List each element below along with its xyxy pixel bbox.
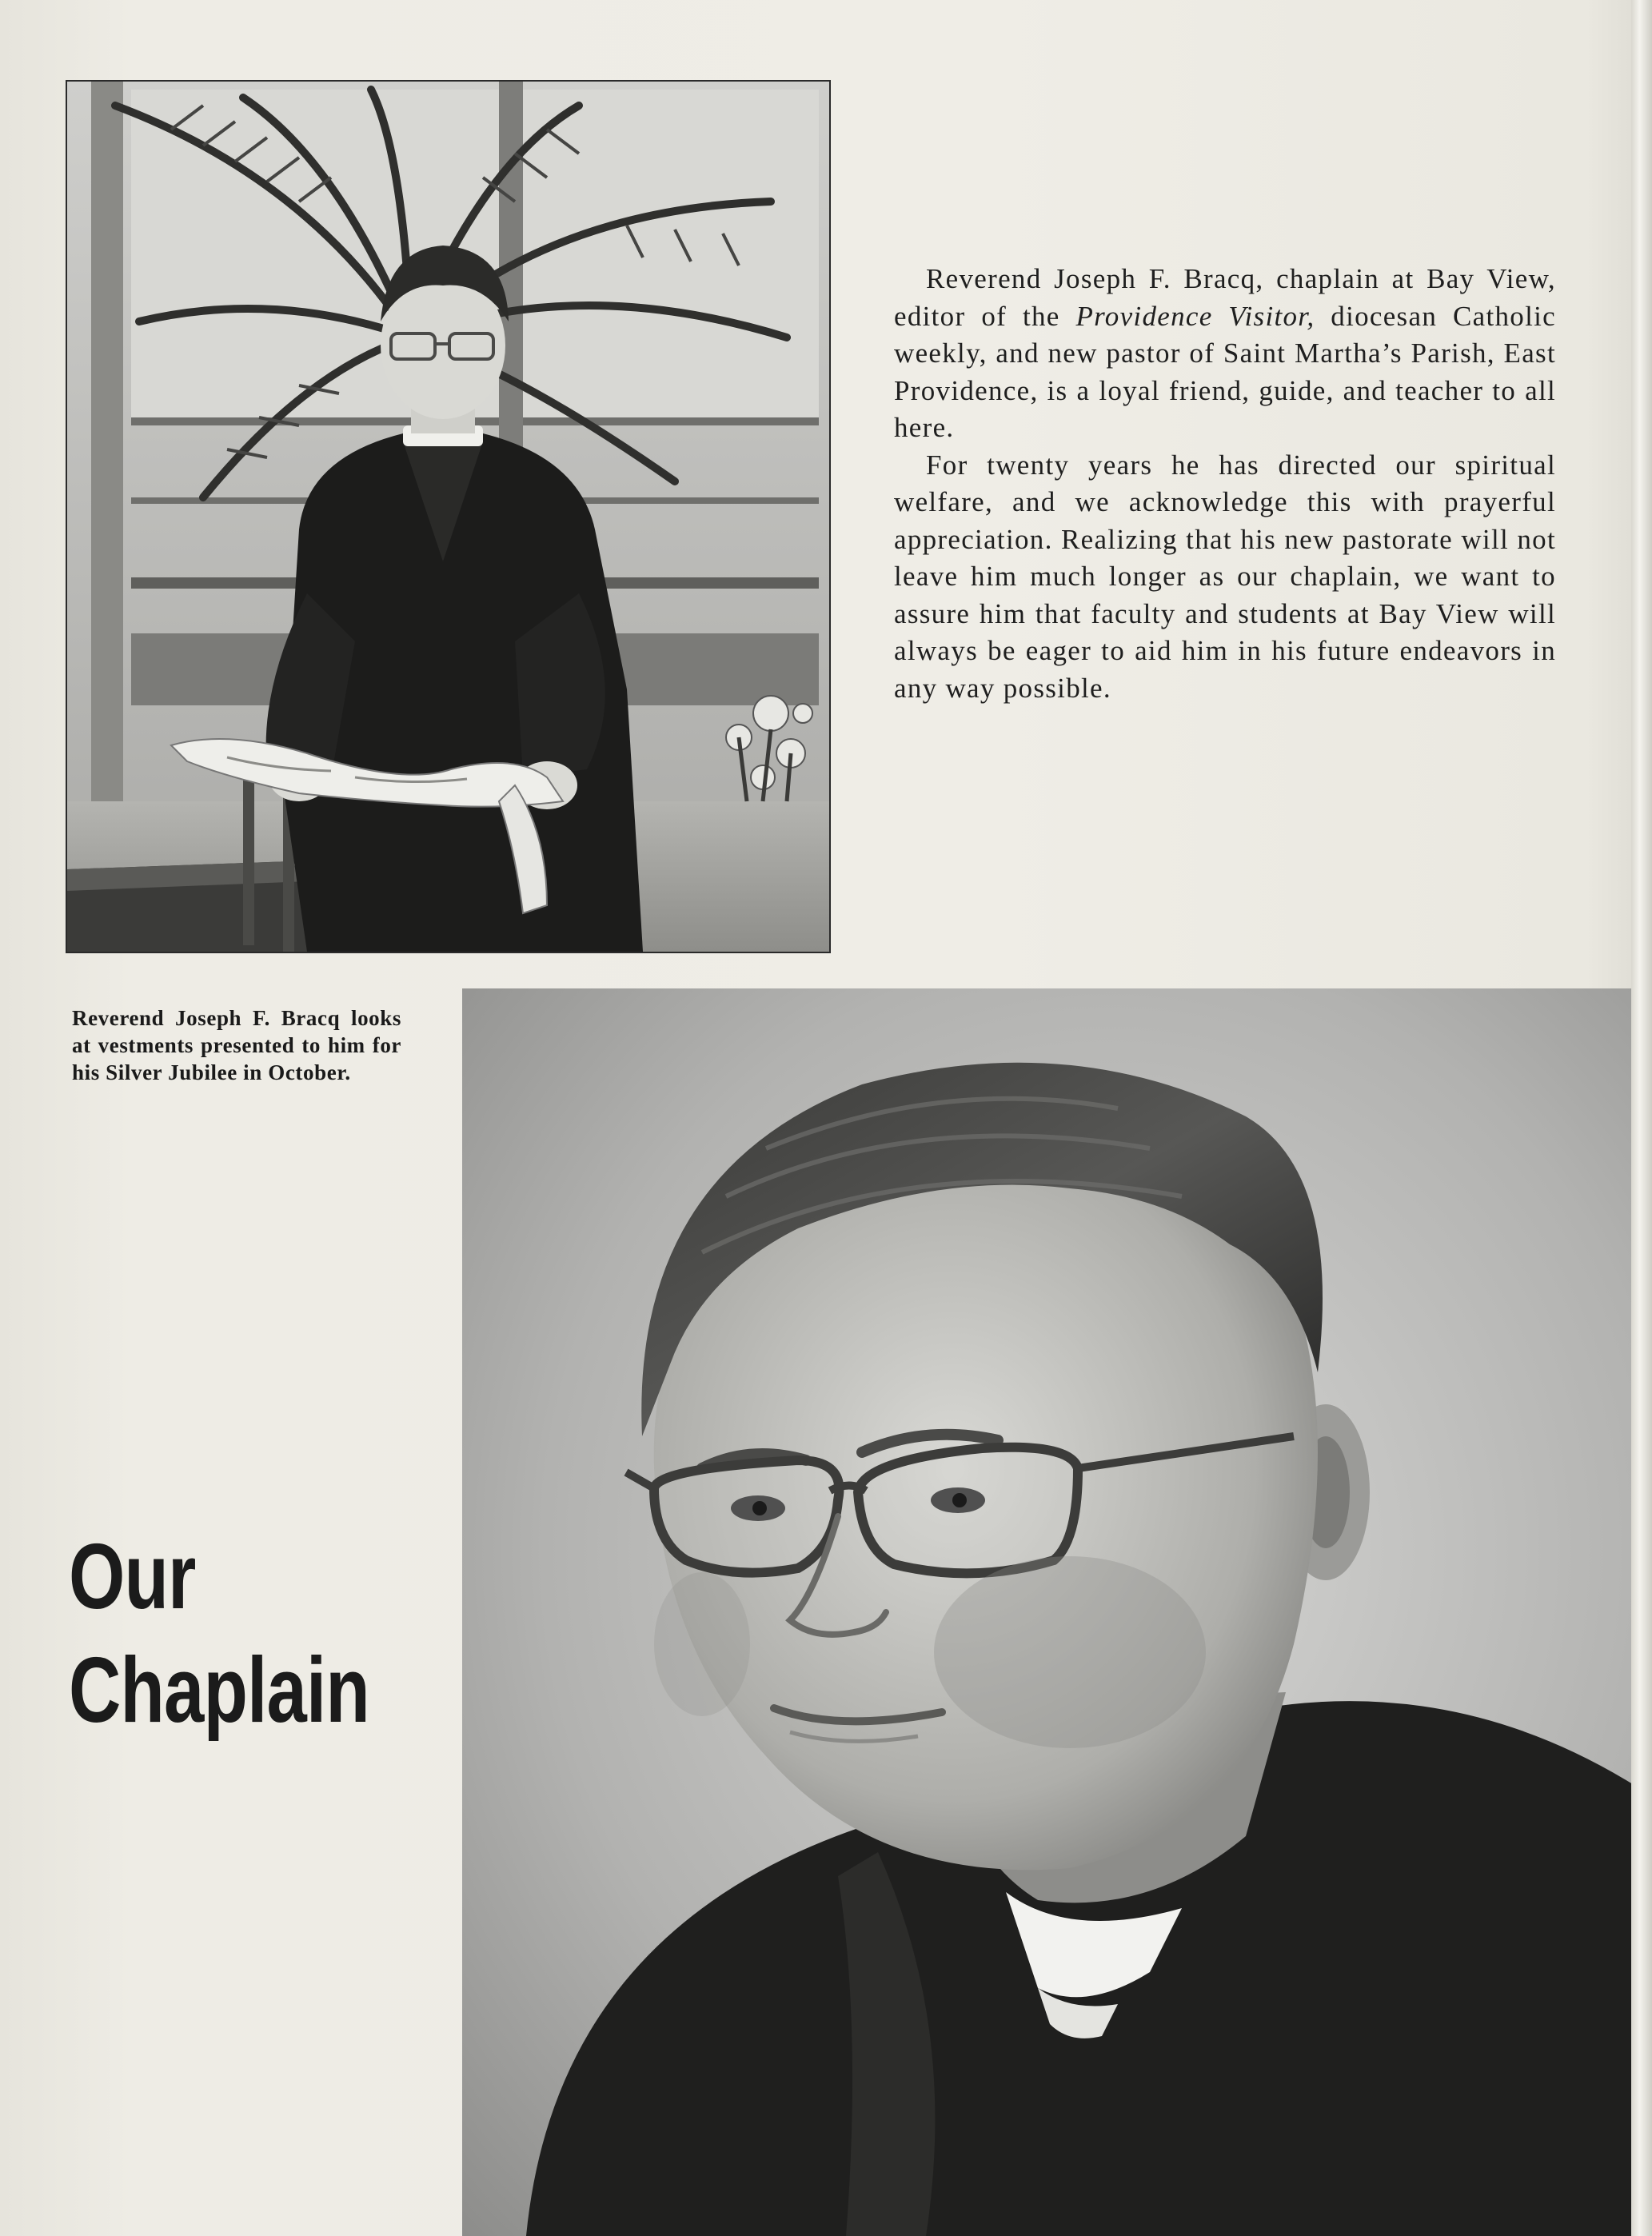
photo-chaplain-portrait bbox=[462, 988, 1639, 2236]
headline-line-2: Chaplain bbox=[69, 1638, 369, 1742]
paragraph-1-text-end: diocesan Catholic weekly, and new pastor of Saint Martha’s Parish, East Providence, is a loyal friend, guide, and teacher to all here. bbox=[894, 300, 1556, 443]
page-headline bbox=[69, 1519, 369, 1747]
page-binding-edge bbox=[1631, 0, 1652, 2236]
article-paragraph-1 bbox=[894, 261, 1556, 447]
photo-caption: Reverend Joseph F. Bracq looks at vestments presented to him for his Silver Jubilee in October. bbox=[72, 1006, 401, 1084]
article-paragraph-2: For twenty years he has directed our spiritual welfare, and we acknowledge this with prayerful appreciation. Realizing that his new pastorate will not leave him much longer as our chaplain, we want to assure him that faculty and students at Bay View will always be eager to aid him in his future endeavors in any way possible. bbox=[894, 449, 1556, 704]
article-body bbox=[894, 261, 1556, 707]
photo-chaplain-with-vestments bbox=[66, 80, 831, 953]
publication-title: Providence Visitor, bbox=[1075, 300, 1315, 332]
headline-line-1: Our bbox=[69, 1524, 196, 1628]
paragraph-1-text-start: Reverend Joseph F. Bracq, chaplain at Bay View, editor of the bbox=[894, 263, 1556, 332]
